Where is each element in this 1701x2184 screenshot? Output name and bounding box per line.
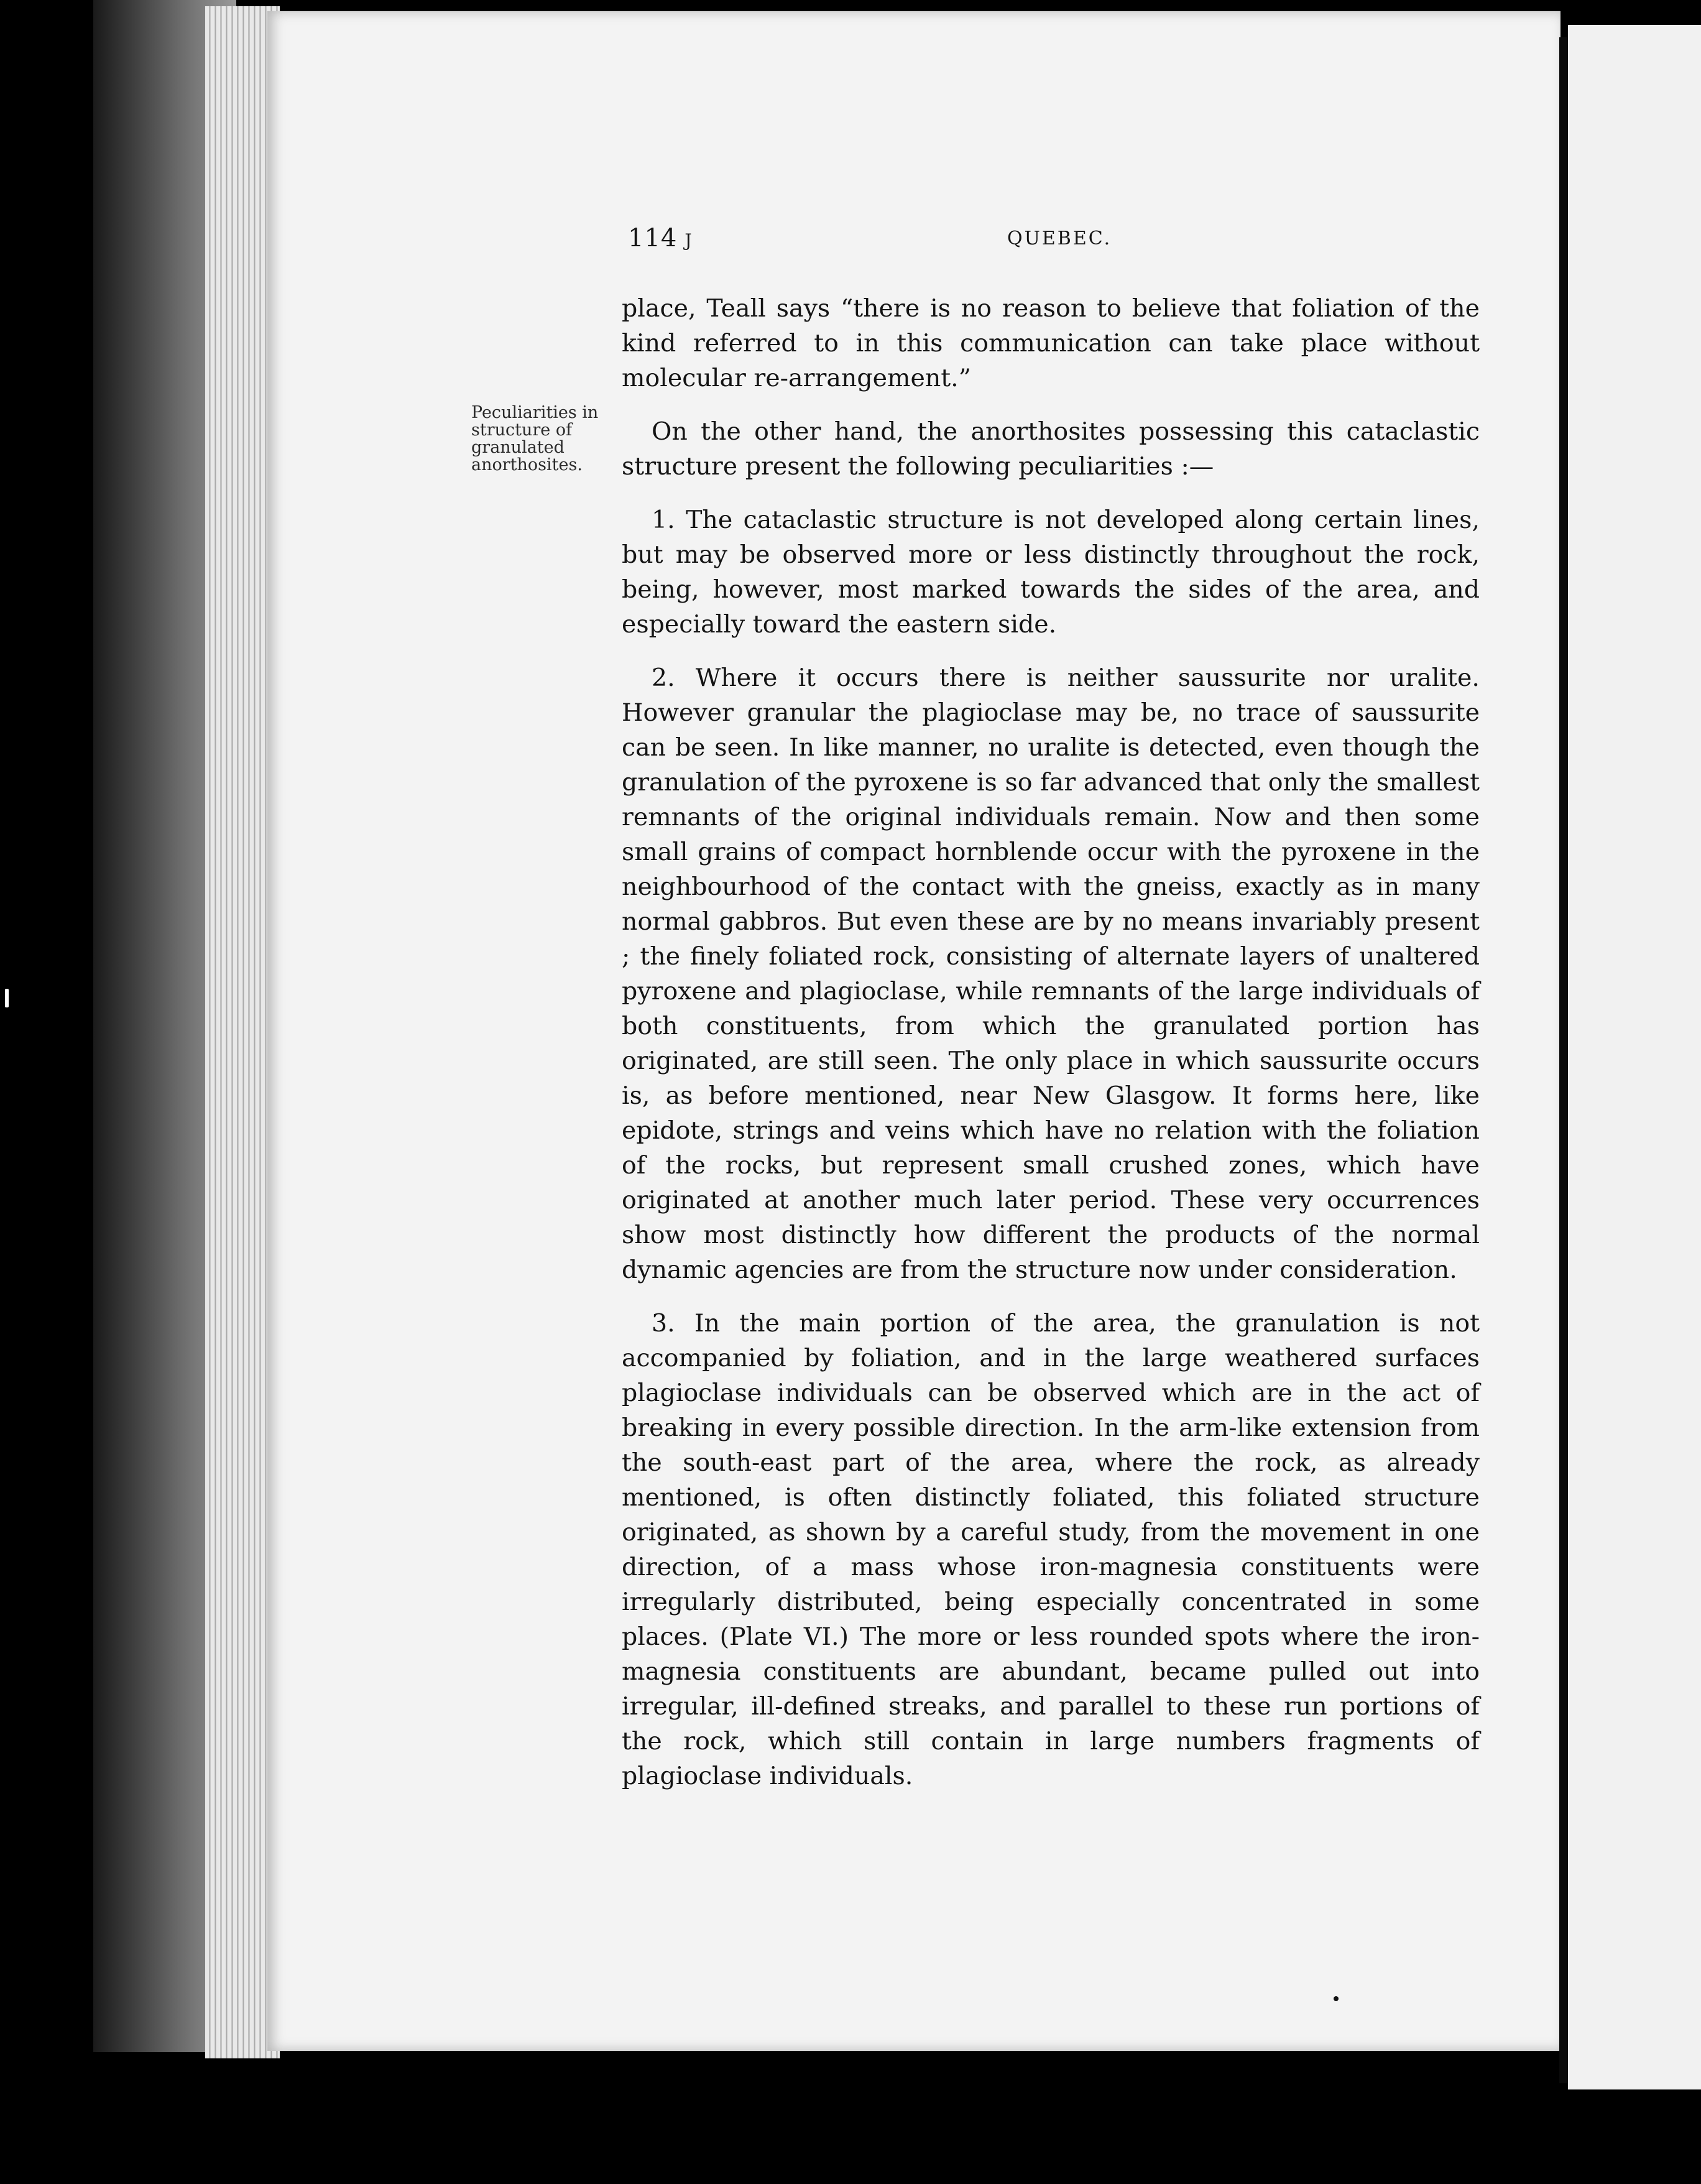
body-text bbox=[622, 291, 1480, 1812]
facing-page-gutter bbox=[1559, 37, 1568, 2083]
paragraph: 2. Where it occurs there is neither saussurite nor uralite. However granular the plagioclase may be, no trace of saussurite can be seen. In like manner, no uralite is detected, even though the granulation of the pyroxene is so far advanced that only the smallest remnants of the original individuals remain. Now and then some small grains of compact hornblende occur with the pyroxene in the neighbourhood of the contact with the gneiss, exactly as in many normal gabbros. But even these are by no means invariably present ; the finely foliated rock, consisting of alternate layers of unaltered pyroxene and plagioclase, while remnants of the large individuals of both constituents, from which the granulated portion has originated, are still seen. The only place in which saussurite occurs is, as before mentioned, near New Glasgow. It forms here, like epidote, strings and veins which have no relation with the foliation of the rocks, but represent small crushed zones, which have originated at another much later period. These very occurrences show most distinctly how different the products of the normal dynamic agencies are from the structure now under consideration. bbox=[622, 664, 1480, 1284]
paragraph: place, Teall says “there is no reason to believe that foliation of the kind referred to in this communication can take place without molecular re-arrangement.” bbox=[622, 294, 1480, 392]
facing-page bbox=[1568, 25, 1701, 2089]
paragraph: 1. The cataclastic structure is not developed along certain lines, but may be observed more or less distinctly throughout the rock, being, however, most marked towards the sides of the area, and especially toward the eastern side. bbox=[622, 506, 1480, 639]
paragraph: On the other hand, the anorthosites possessing this cataclastic structure present the following peculiarities :— bbox=[622, 417, 1480, 481]
running-title: QUEBEC. bbox=[1007, 228, 1112, 249]
scan-speck bbox=[1334, 1996, 1339, 2001]
scan-speck bbox=[5, 989, 9, 1007]
running-head bbox=[628, 224, 1473, 261]
paragraph: 3. In the main portion of the area, the granulation is not accompanied by foliation, and in the large weathered surfaces plagioclase individuals can be observed which are in the act of breaking in every possible direction. In the arm-like extension from the south-east part of the area, where the rock, as already mentioned, is often distinctly foliated, this foliated structure originated, as shown by a careful study, from the movement in one direction, of a mass whose iron-magnesia constituents were irregularly distributed, being especially concentrated in some places. (Plate VI.) The more or less rounded spots where the iron-magnesia constituents are abundant, became pulled out into irregular, ill-defined streaks, and parallel to these run portions of the rock, which still contain in large numbers fragments of plagioclase individuals. bbox=[622, 1309, 1480, 1790]
margin-note: Peculiarities in structure of granulated anorthosites. bbox=[471, 403, 599, 474]
page-number: 114 J bbox=[628, 224, 693, 252]
